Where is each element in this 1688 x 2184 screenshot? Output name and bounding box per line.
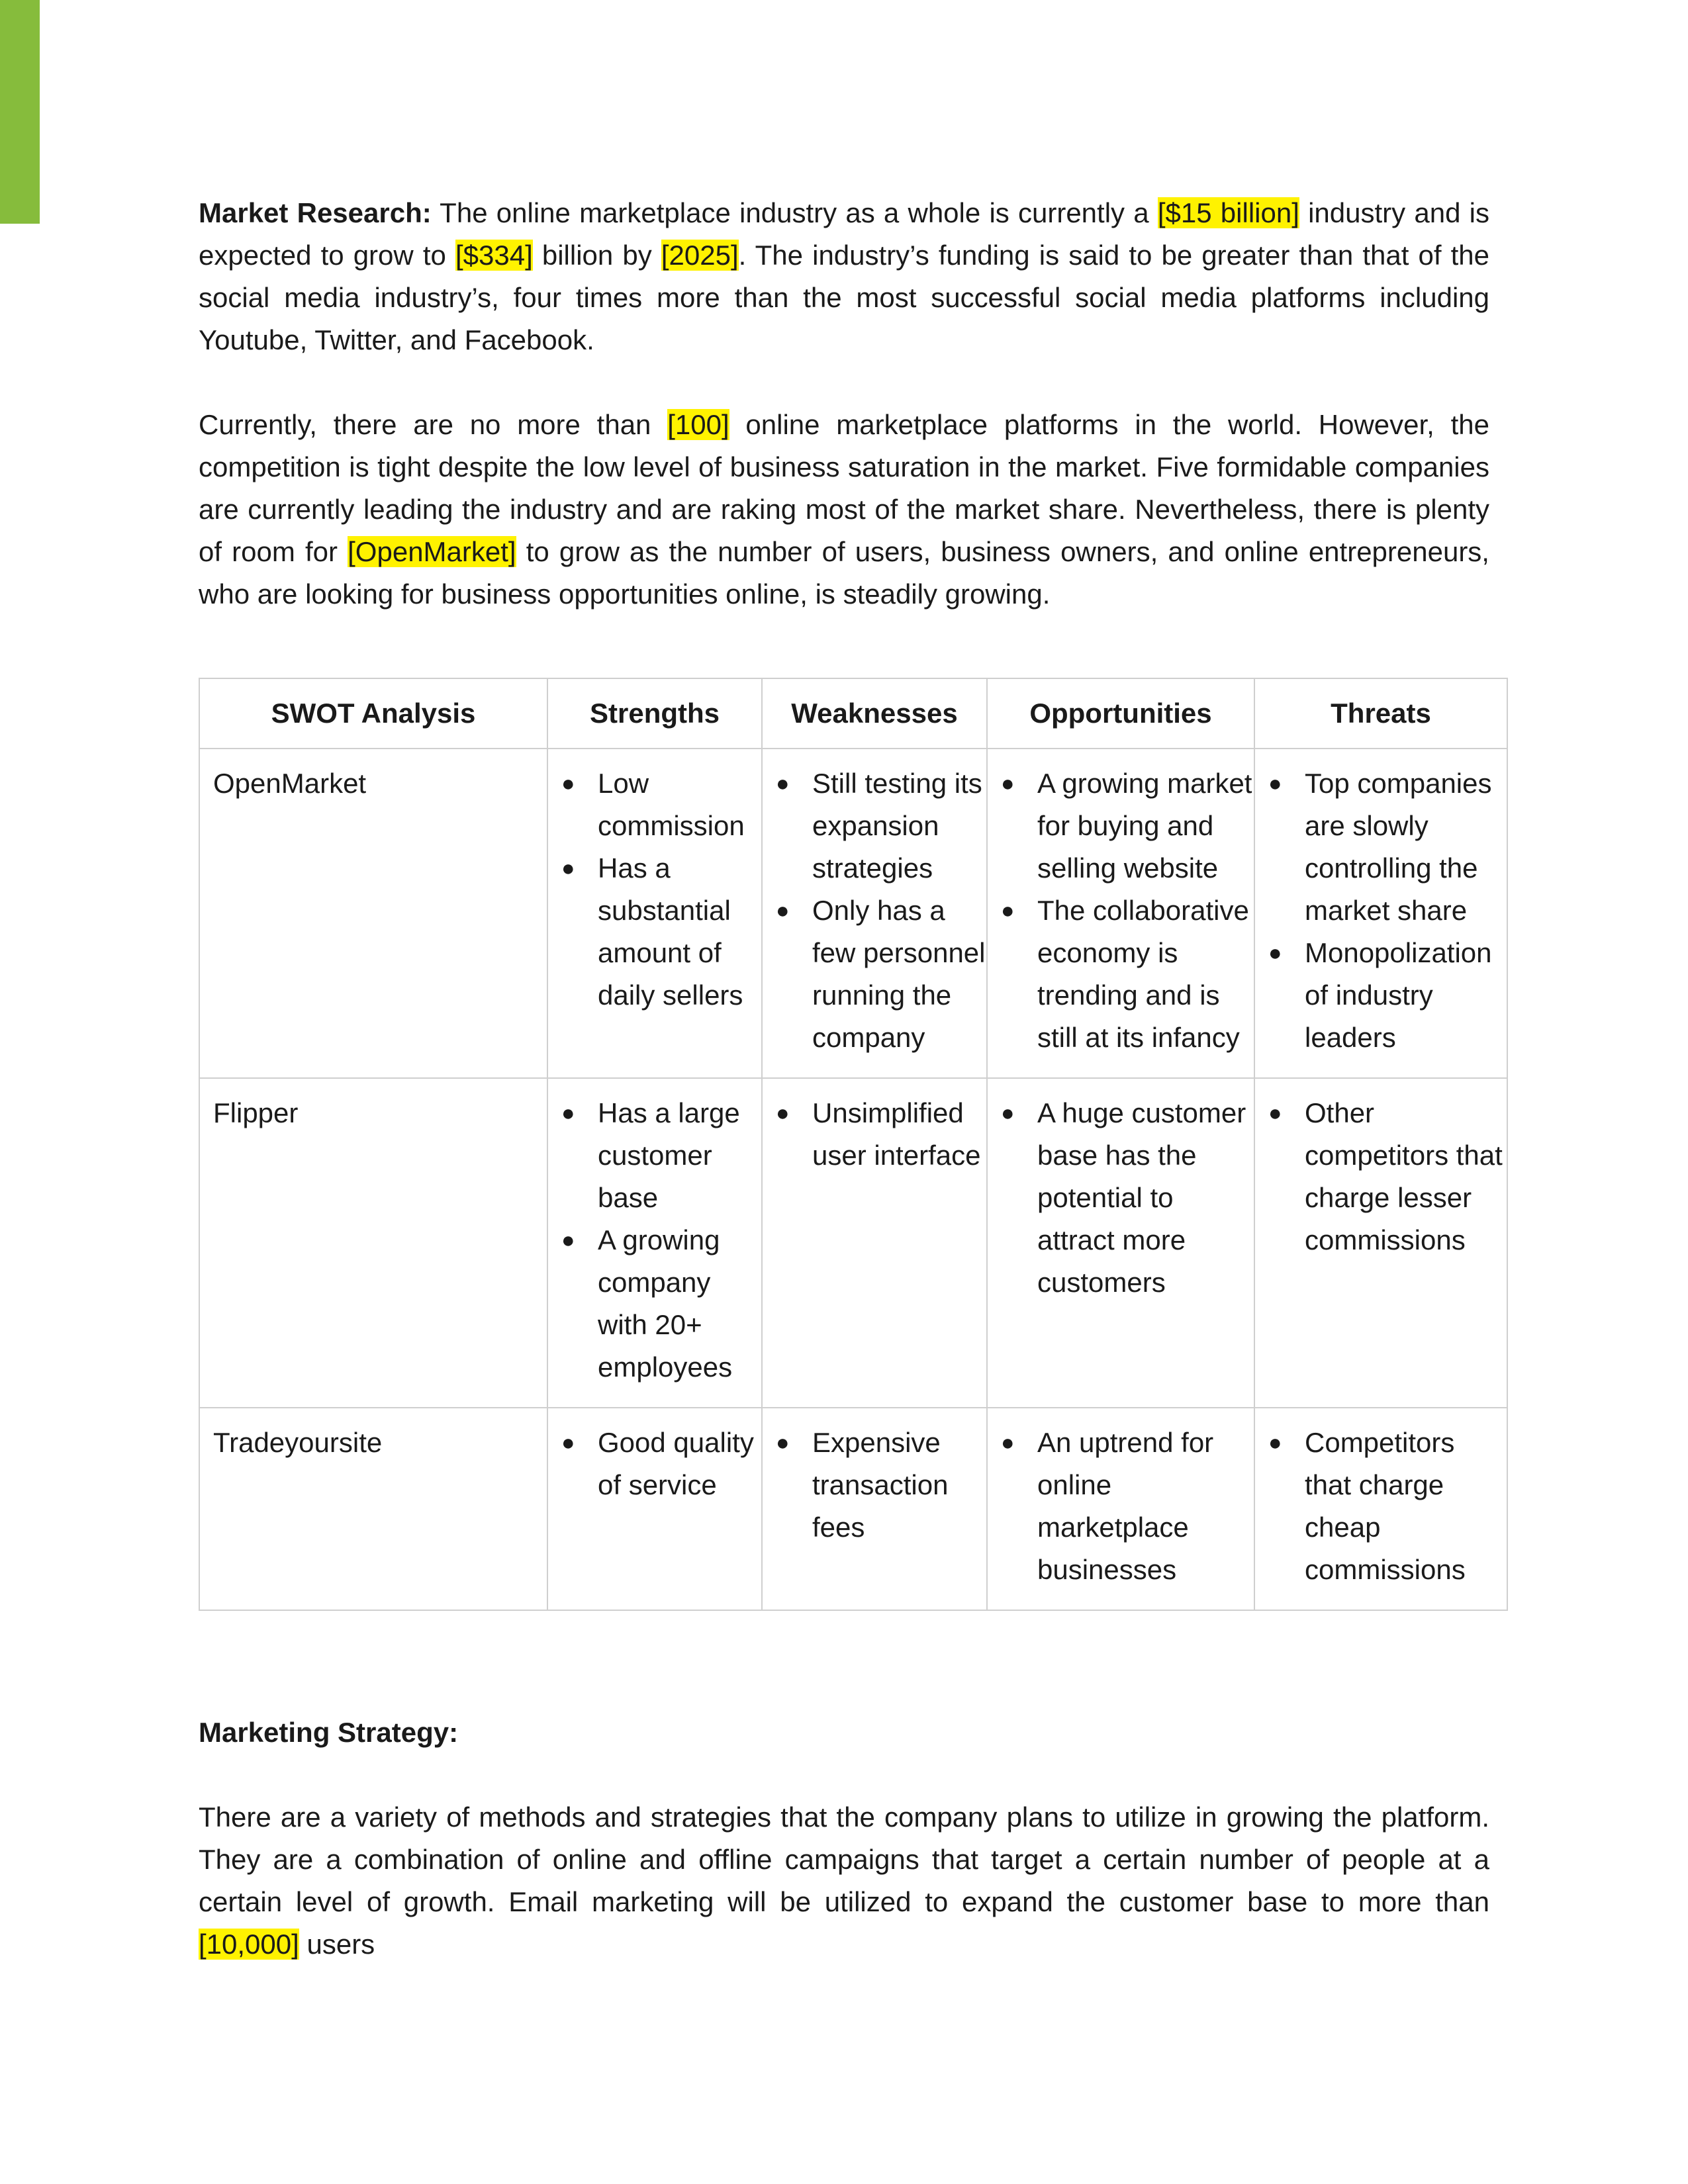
market-research-label: Market Research: [199,197,432,228]
threats-cell [1254,1408,1507,1610]
accent-bar [0,0,40,224]
header-strengths: Strengths [547,678,762,749]
strengths-cell [547,749,762,1078]
text-run: . The industry’s funding is said to be greater than that of the social media industry’s, four times more than the most successful social media platforms including Youtube, Twitter, and Facebook. [199,240,1490,355]
highlight-year: [2025] [661,240,739,271]
table-row [199,1078,1507,1408]
list-item: ● The collaborative economy is trending and is still at its infancy [1001,889,1254,1059]
list-item: ● Top companies are slowly controlling the market share [1268,762,1507,932]
highlight-market-size: [$15 billion] [1157,197,1299,228]
list-item: ● Monopolization of industry leaders [1268,932,1507,1059]
competition-paragraph [199,404,1489,615]
text-run: users [299,1929,375,1960]
text-run: industry and is expected to grow to [199,197,1489,271]
marketing-strategy-paragraph [199,1796,1489,1966]
list-item: ● Competitors that charge cheap commissions [1268,1422,1507,1591]
threats-cell [1254,1078,1507,1408]
text-run: online marketplace platforms in the world. However, the competition is tight despite the low level of business saturation in the market. Five formidable companies are currently leading the industry and are raking most of the market share. Nevertheless, there is plenty of room for [199,409,1490,567]
list-item: ● An uptrend for online marketplace businesses [1001,1422,1254,1591]
text-run: There are a variety of methods and strategies that the company plans to utilize in growing the platform. They are a combination of online and offline campaigns that target a certain number of people at a certain level of growth. Email marketing will be utilized to expand the customer base to more than [199,1801,1489,1917]
header-threats: Threats [1254,678,1507,749]
list-item: ● Still testing its expansion strategies [776,762,986,889]
marketing-strategy-heading: Marketing Strategy: [199,1717,459,1748]
list-item: ● A huge customer base has the potential to attract more customers [1001,1092,1254,1304]
table-row [199,749,1507,1078]
highlight-company-name: [OpenMarket] [348,536,516,567]
market-research-paragraph [199,192,1489,361]
weaknesses-cell [762,1408,987,1610]
swot-header-row [199,678,1507,749]
opportunities-cell [987,1408,1254,1610]
header-weaknesses: Weaknesses [762,678,987,749]
list-item: ● Other competitors that charge lesser commissions [1268,1092,1507,1261]
text-run: to grow as the number of users, business owners, and online entrepreneurs, who are looking for business opportunities online, is steadily growing. [199,536,1489,610]
list-item: ● Low commission [561,762,761,847]
highlight-platform-count: [100] [667,409,729,440]
list-item: ● Only has a few personnel running the company [776,889,986,1059]
highlight-user-target: [10,000] [199,1929,299,1960]
header-opportunities: Opportunities [987,678,1254,749]
table-row [199,1408,1507,1610]
threats-cell [1254,749,1507,1078]
company-name: Flipper [199,1078,547,1408]
weaknesses-cell [762,749,987,1078]
highlight-growth-value: [$334] [455,240,533,271]
text-run: The online marketplace industry as a whole is currently a [431,197,1158,228]
list-item: ● Expensive transaction fees [776,1422,986,1549]
strengths-cell [547,1408,762,1610]
opportunities-cell [987,1078,1254,1408]
list-item: ● Unsimplified user interface [776,1092,986,1177]
company-name: OpenMarket [199,749,547,1078]
list-item: ● Good quality of service [561,1422,761,1506]
list-item: ● A growing market for buying and selling website [1001,762,1254,889]
text-run: billion by [532,240,661,271]
weaknesses-cell [762,1078,987,1408]
strengths-cell [547,1078,762,1408]
company-name: Tradeyoursite [199,1408,547,1610]
opportunities-cell [987,749,1254,1078]
list-item: ● Has a large customer base [561,1092,761,1219]
header-swot-analysis: SWOT Analysis [199,678,547,749]
swot-table [199,678,1508,1611]
list-item: ● Has a substantial amount of daily sellers [561,847,761,1017]
text-run: Currently, there are no more than [199,409,668,440]
list-item: ● A growing company with 20+ employees [561,1219,761,1388]
document-page [199,192,1503,1966]
